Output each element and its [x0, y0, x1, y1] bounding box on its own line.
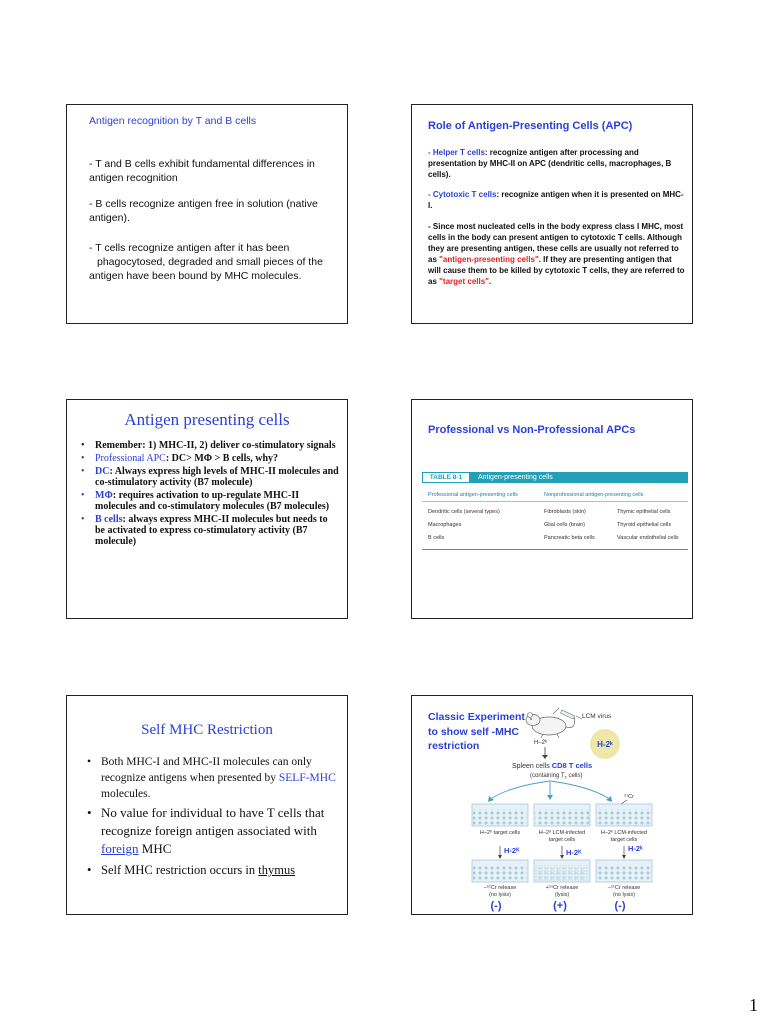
well-label: H–2ᵈ LCM-infected: [538, 830, 586, 836]
slide-title: Antigen presenting cells: [124, 410, 290, 429]
slide-title: Antigen recognition by T and B cells: [89, 115, 257, 127]
circle-label: H-2ᵏ: [597, 740, 613, 749]
list-item: • Remember: 1) MHC-II, 2) deliver co-stimulatory signals: [81, 440, 336, 451]
table-title: Antigen-presenting cells: [470, 472, 688, 483]
list-item: • No value for individual to have T cells that recognize foreign antigen associated with foreign MHC: [87, 805, 325, 856]
well-bottom-middle: [534, 860, 590, 882]
paragraph: - T cells recognize antigen after it has been phagocytosed, degraded and small pieces of the antigen have been bound by MHC molecules.: [89, 242, 323, 282]
result-label: –⁵¹Cr release: [607, 885, 641, 891]
paragraph: - B cells recognize antigen free in solution (native antigen).: [89, 198, 318, 224]
page-number: 1: [749, 995, 758, 1015]
arrow-label: H-2ᴷ: [504, 846, 520, 855]
well-label: H–2ᵇ target cells: [479, 830, 521, 836]
arrow-label: H-2ᴷ: [566, 848, 582, 857]
result-label: (lysis): [554, 892, 570, 898]
slide-role-of-apc: [411, 104, 693, 324]
divider: [422, 501, 688, 502]
well-label: H–2ᵏ LCM-infected: [600, 830, 648, 836]
result-label: (no lysis): [612, 892, 636, 898]
table-cell: Vascular endothelial cells: [617, 535, 679, 541]
bullet-list: [87, 754, 337, 880]
slide-title: Professional vs Non-Professional APCs: [428, 424, 636, 436]
paragraph: - Helper T cells: recognize antigen after processing and presentation by MHC-II on APC (dendritic cells, macrophages, B cells).: [428, 148, 672, 179]
slide-antigen-recognition: [66, 104, 348, 324]
column-header: Nonprofessional antigen-presenting cells: [544, 492, 644, 498]
result-sign: (+): [553, 900, 567, 912]
slide-self-mhc-restriction: [66, 695, 348, 915]
result-sign: (-): [490, 900, 502, 912]
slide-classic-experiment: [411, 695, 693, 915]
experiment-diagram: [412, 696, 693, 915]
list-item: • DC: Always express high levels of MHC-II molecules and co-stimulatory activity (B7 molecule): [81, 466, 339, 488]
table-cell: Dendritic cells (several types): [428, 509, 500, 515]
syringe-icon: [553, 708, 582, 719]
well-top-right: [596, 804, 652, 826]
spleen-label: Spleen cells CD8 T cells: [512, 761, 593, 770]
result-sign: (-): [614, 900, 626, 912]
table-cell: Thymic epithelial cells: [617, 509, 671, 515]
paragraph: - T and B cells exhibit fundamental differences in antigen recognition: [89, 158, 315, 184]
slide-antigen-presenting-cells: [66, 399, 348, 619]
slide-title: Self MHC Restriction: [141, 722, 273, 738]
table-cell: Fibroblasts (skin): [544, 509, 586, 515]
well-top-middle: [534, 804, 590, 826]
result-label: +⁵¹Cr release: [545, 885, 579, 891]
spleen-sub-label: (containing $T_c$ cells): [530, 773, 583, 780]
list-item: • Professional APC: DC> MΦ > B cells, why?: [81, 453, 279, 464]
well-label: target cells: [548, 837, 576, 843]
paragraph: - Cytotoxic T cells: recognize antigen when it is presented on MHC-I.: [428, 190, 684, 210]
list-item: • MΦ: requires activation to up-regulate MHC-II molecules and co-stimulatory molecules (B7 molecules): [81, 490, 330, 512]
table-tag: TABLE 8-1: [422, 472, 470, 483]
divider: [422, 549, 688, 550]
slide-title: Classic Experiment to show self -MHC restriction: [428, 711, 525, 752]
table-cell: Pancreatic beta cells: [544, 535, 595, 541]
list-item: • Self MHC restriction occurs in thymus: [87, 863, 296, 877]
table-cell: B cells: [428, 535, 445, 541]
table-cell: Macrophages: [428, 522, 462, 528]
bullet-list: [81, 440, 339, 549]
well-top-left: [472, 804, 528, 826]
result-label: (no lysis): [488, 892, 512, 898]
chromium-label: ⁵¹Cr: [624, 794, 634, 800]
well-bottom-left: [472, 860, 528, 882]
slide-professional-vs-nonprofessional: [411, 399, 693, 619]
paragraph: - Since most nucleated cells in the body express class I MHC, most cells in the body can present antigen to cytotoxic T cells. Although they are presenting antigen, these cells are usually not referred to as "antigen-presenting cells". If they are presenting antigen that will cause them to be killed by cytotoxic T cells, they are referred to as "target cells".: [428, 222, 685, 286]
list-item: • B cells: always express MHC-II molecules but needs to be activated to express co-stimulatory activity (B7 molecule): [81, 514, 328, 547]
result-label: –⁵¹Cr release: [483, 885, 517, 891]
well-bottom-right: [596, 860, 652, 882]
table-header: [422, 472, 688, 483]
arrow-label: H-2ᵏ: [628, 844, 643, 853]
foreign-link[interactable]: foreign: [101, 841, 139, 856]
table-cell: Glial cells (brain): [544, 522, 585, 528]
lcm-virus-label: LCM virus: [582, 713, 612, 720]
table-cell: Thyroid epithelial cells: [617, 522, 672, 528]
mouse-haplotype-label: H–2ᵏ: [534, 740, 548, 746]
list-item: • Both MHC-I and MHC-II molecules can only recognize antigens when presented by SELF-MHC molecules.: [87, 756, 336, 800]
well-label: target cells: [610, 837, 638, 843]
column-header: Professional antigen-presenting cells: [428, 492, 518, 498]
slide-title: Role of Antigen-Presenting Cells (APC): [428, 120, 633, 132]
